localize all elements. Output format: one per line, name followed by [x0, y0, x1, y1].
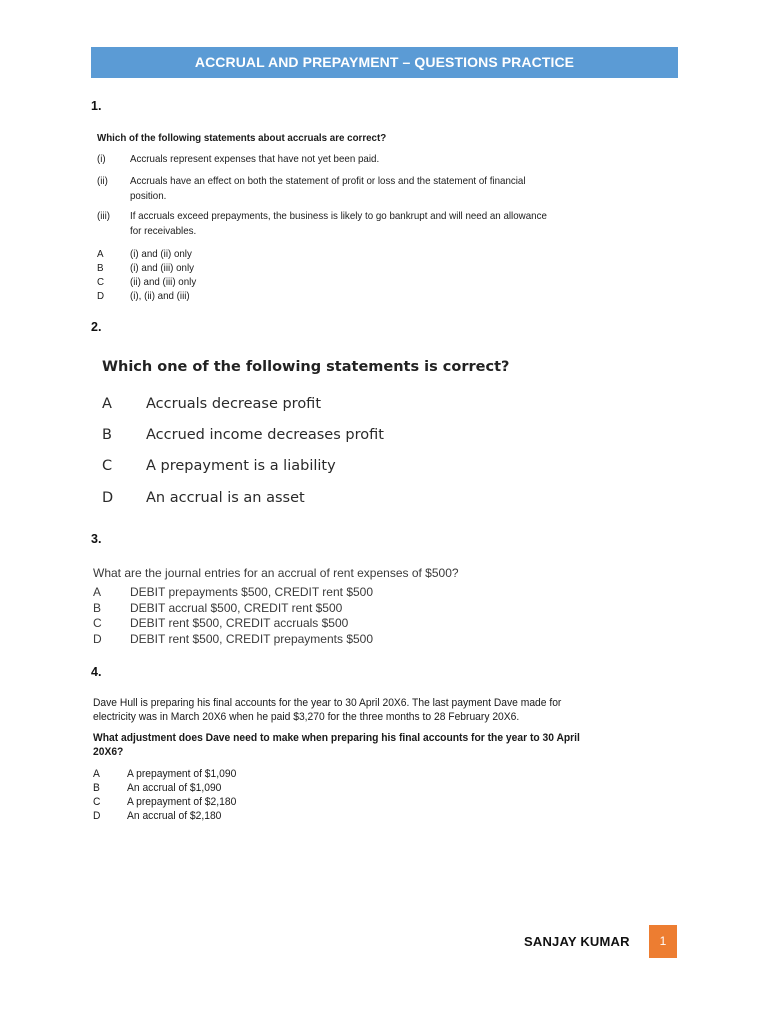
- q1-statement-text: position.: [130, 190, 167, 202]
- q2-option-letter: A: [102, 396, 112, 412]
- q1-option-text: (ii) and (iii) only: [130, 276, 197, 288]
- question-3-number: 3.: [91, 532, 102, 546]
- q2-option-text: An accrual is an asset: [146, 490, 305, 506]
- q2-option-letter: D: [102, 490, 114, 506]
- q3-option-text: DEBIT rent $500, CREDIT accruals $500: [130, 616, 349, 630]
- q2-option-text: Accruals decrease profit: [146, 396, 322, 412]
- q2-option-letter: C: [102, 458, 113, 474]
- page-header: ACCRUAL AND PREPAYMENT – QUESTIONS PRACTICE: [91, 47, 678, 78]
- q3-option-text: DEBIT rent $500, CREDIT prepayments $500: [130, 632, 374, 646]
- q1-statement-label: (ii): [97, 175, 108, 187]
- q4-option-letter: D: [93, 810, 101, 822]
- q4-option-text: An accrual of $2,180: [127, 810, 222, 822]
- question-4-number: 4.: [91, 665, 102, 679]
- q1-statement-label: (i): [97, 153, 106, 165]
- q1-option-text: (i), (ii) and (iii): [130, 290, 190, 302]
- q4-option-letter: A: [93, 768, 100, 780]
- q3-option-letter: B: [93, 601, 102, 615]
- q1-option-letter: B: [97, 262, 104, 274]
- q2-option-text: Accrued income decreases profit: [146, 427, 384, 443]
- q3-option-text: DEBIT prepayments $500, CREDIT rent $500: [130, 585, 374, 599]
- q4-option-text: An accrual of $1,090: [127, 782, 222, 794]
- q1-statement-label: (iii): [97, 210, 111, 222]
- q1-option-text: (i) and (iii) only: [130, 262, 195, 274]
- question-4-intro: electricity was in March 20X6 when he paid $3,270 for the three months to 28 February 20X6.: [93, 711, 520, 723]
- q1-option-letter: D: [97, 290, 105, 302]
- q3-option-text: DEBIT accrual $500, CREDIT rent $500: [130, 601, 343, 615]
- q1-option-letter: C: [97, 276, 105, 288]
- question-2-text: Which one of the following statements is correct?: [102, 359, 510, 375]
- q3-option-letter: C: [93, 616, 102, 630]
- q2-option-text: A prepayment is a liability: [146, 458, 336, 474]
- q4-option-text: A prepayment of $1,090: [127, 768, 237, 780]
- page-number: 1: [649, 925, 677, 958]
- q2-option-letter: B: [102, 427, 112, 443]
- q1-statement-text: for receivables.: [130, 225, 197, 237]
- q4-option-letter: B: [93, 782, 100, 794]
- q4-option-text: A prepayment of $2,180: [127, 796, 237, 808]
- q1-statement-text: If accruals exceed prepayments, the business is likely to go bankrupt and will need an allowance: [130, 210, 547, 222]
- question-4-text: What adjustment does Dave need to make when preparing his final accounts for the year to 30 April: [93, 732, 580, 744]
- q1-option-text: (i) and (ii) only: [130, 248, 192, 260]
- question-2-number: 2.: [91, 320, 102, 334]
- q3-option-letter: D: [93, 632, 102, 646]
- q1-option-letter: A: [97, 248, 104, 260]
- question-1-text: Which of the following statements about accruals are correct?: [97, 132, 387, 144]
- question-1-number: 1.: [91, 99, 102, 113]
- q4-option-letter: C: [93, 796, 101, 808]
- q3-option-letter: A: [93, 585, 102, 599]
- question-4-text: 20X6?: [93, 746, 124, 758]
- question-3-text: What are the journal entries for an accrual of rent expenses of $500?: [93, 566, 459, 580]
- q1-statement-text: Accruals represent expenses that have not yet been paid.: [130, 153, 380, 165]
- footer-author: SANJAY KUMAR: [524, 934, 630, 949]
- q1-statement-text: Accruals have an effect on both the statement of profit or loss and the statement of financial: [130, 175, 526, 187]
- question-4-intro: Dave Hull is preparing his final accounts for the year to 30 April 20X6. The last payment Dave made for: [93, 697, 562, 709]
